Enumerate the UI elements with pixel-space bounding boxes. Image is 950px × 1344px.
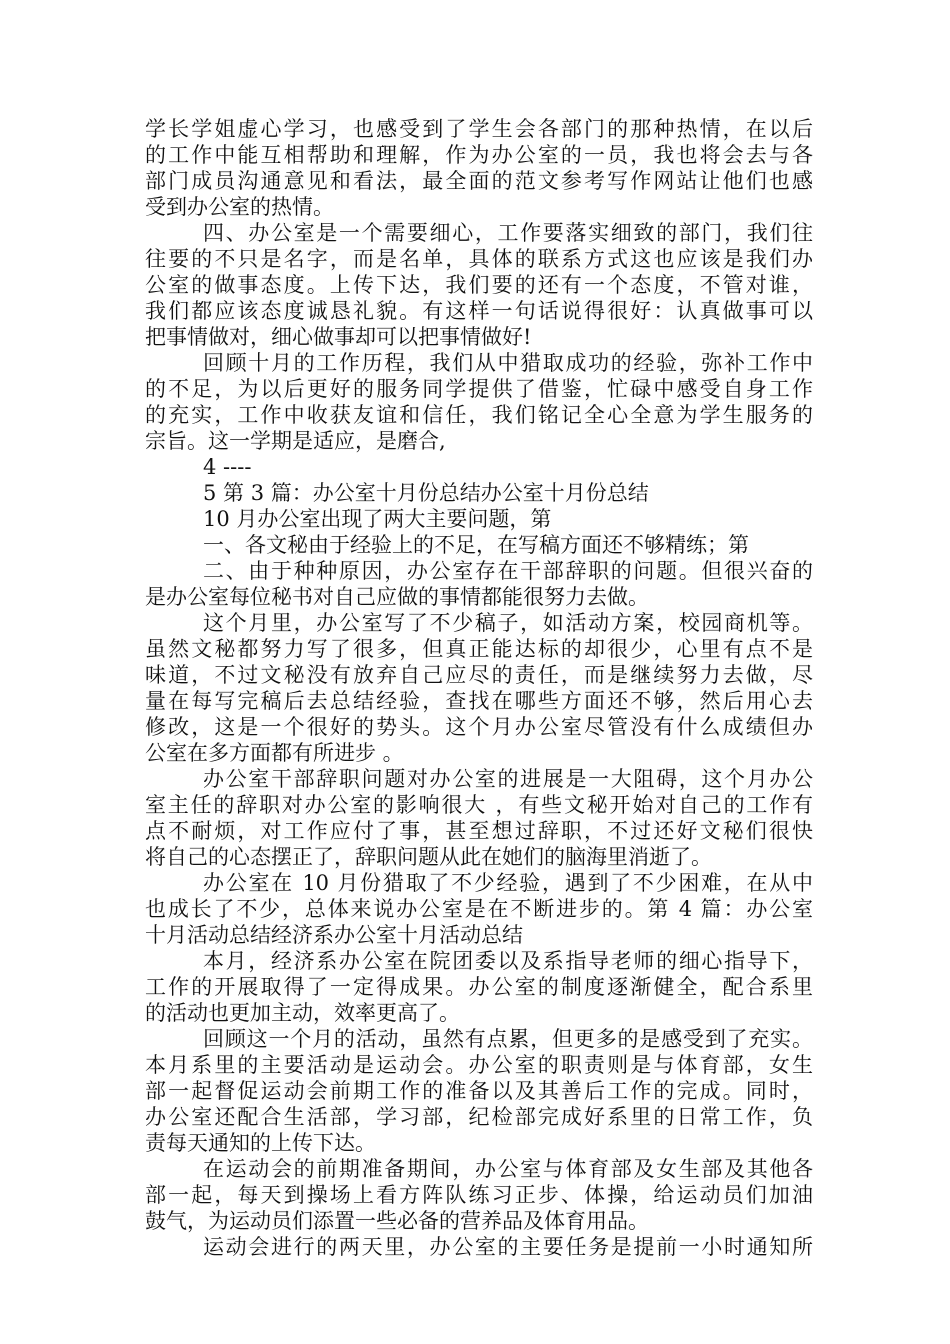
text-line: 也成长了不少，总体来说办公室是在不断进步的。第 4 篇：办公室	[145, 897, 813, 921]
text-line: 本月系里的主要活动是运动会。办公室的职责则是与体育部，女生	[145, 1053, 813, 1077]
text-line: 将自己的心态摆正了，辞职问题从此在她们的脑海里消逝了。	[145, 845, 712, 869]
text-line: 二、由于种种原因，办公室存在干部辞职的问题。但很兴奋的	[203, 559, 813, 583]
text-line: 办公室在 10 月份猎取了不少经验，遇到了不少困难，在从中	[203, 871, 813, 895]
text-line: 5 第 3 篇：办公室十月份总结办公室十月份总结	[203, 481, 649, 505]
text-line: 的活动也更加主动，效率更高了。	[145, 1001, 460, 1025]
text-line: 学长学姐虚心学习，也感受到了学生会各部门的那种热情，在以后	[145, 117, 813, 141]
text-line: 公室在多方面都有所进步 。	[145, 741, 404, 765]
text-line: 量在每写完稿后去总结经验，查找在哪些方面还不够，然后用心去	[145, 689, 813, 713]
text-line: 的不足，为以后更好的服务同学提供了借鉴，忙碌中感受自身工作	[145, 377, 813, 401]
text-line: 虽然文秘都努力写了很多，但真正能达标的却很少，心里有点不是	[145, 637, 813, 661]
text-line: 回顾这一个月的活动，虽然有点累，但更多的是感受到了充实。	[203, 1027, 813, 1051]
text-line: 往要的不只是名字，而是名单，具体的联系方式这也应该是我们办	[145, 247, 813, 271]
text-line: 办公室还配合生活部，学习部，纪检部完成好系里的日常工作，负	[145, 1105, 813, 1129]
text-line: 回顾十月的工作历程，我们从中猎取成功的经验，弥补工作中	[203, 351, 813, 375]
text-line: 点不耐烦，对工作应付了事，甚至想过辞职，不过还好文秘们很快	[145, 819, 813, 843]
text-line: 办公室干部辞职问题对办公室的进展是一大阻碍，这个月办公	[203, 767, 813, 791]
text-line: 运动会进行的两天里，办公室的主要任务是提前一小时通知所	[203, 1235, 813, 1259]
text-line: 室主任的辞职对办公室的影响很大 ，有些文秘开始对自己的工作有	[145, 793, 813, 817]
text-line: 公室的做事态度。上传下达，我们要的还有一个态度，不管对谁，	[145, 273, 813, 297]
text-line: 4 ----	[203, 455, 252, 479]
text-line: 部一起，每天到操场上看方阵队练习正步、体操，给运动员们加油	[145, 1183, 813, 1207]
text-line: 修改，这是一个很好的势头。这个月办公室尽管没有什么成绩但办	[145, 715, 813, 739]
text-line: 10 月办公室出现了两大主要问题，第	[203, 507, 552, 531]
text-line: 把事情做对，细心做事却可以把事情做好!	[145, 325, 532, 349]
text-line: 受到办公室的热情。	[145, 195, 334, 219]
document-page	[145, 116, 813, 1260]
text-line: 责每天通知的上传下达。	[145, 1131, 376, 1155]
text-line: 味道，不过文秘没有放弃自己应尽的责任，而是继续努力去做，尽	[145, 663, 813, 687]
text-line: 本月，经济系办公室在院团委以及系指导老师的细心指导下，	[203, 949, 813, 973]
text-line: 是办公室每位秘书对自己应做的事情都能很努力去做。	[145, 585, 649, 609]
text-line: 的充实，工作中收获友谊和信任，我们铭记全心全意为学生服务的	[145, 403, 813, 427]
text-line: 在运动会的前期准备期间，办公室与体育部及女生部及其他各	[203, 1157, 813, 1181]
text-line: 一、各文秘由于经验上的不足，在写稿方面还不够精练；第	[203, 533, 749, 557]
text-line: 宗旨。这一学期是适应，是磨合,	[145, 429, 446, 453]
text-line: 四、办公室是一个需要细心，工作要落实细致的部门，我们往	[203, 221, 813, 245]
text-line: 这个月里，办公室写了不少稿子，如活动方案，校园商机等。	[203, 611, 813, 635]
text-line: 工作的开展取得了一定得成果。办公室的制度逐渐健全，配合系里	[145, 975, 813, 999]
text-line: 部门成员沟通意见和看法，最全面的范文参考写作网站让他们也感	[145, 169, 813, 193]
text-line: 十月活动总结经济系办公室十月活动总结	[145, 923, 523, 947]
text-line: 的工作中能互相帮助和理解，作为办公室的一员，我也将会去与各	[145, 143, 813, 167]
text-line: 部一起督促运动会前期工作的准备以及其善后工作的完成。同时，	[145, 1079, 813, 1103]
text-line: 我们都应该态度诚恳礼貌。有这样一句话说得很好：认真做事可以	[145, 299, 813, 323]
text-line: 鼓气，为运动员们添置一些必备的营养品及体育用品。	[145, 1209, 649, 1233]
